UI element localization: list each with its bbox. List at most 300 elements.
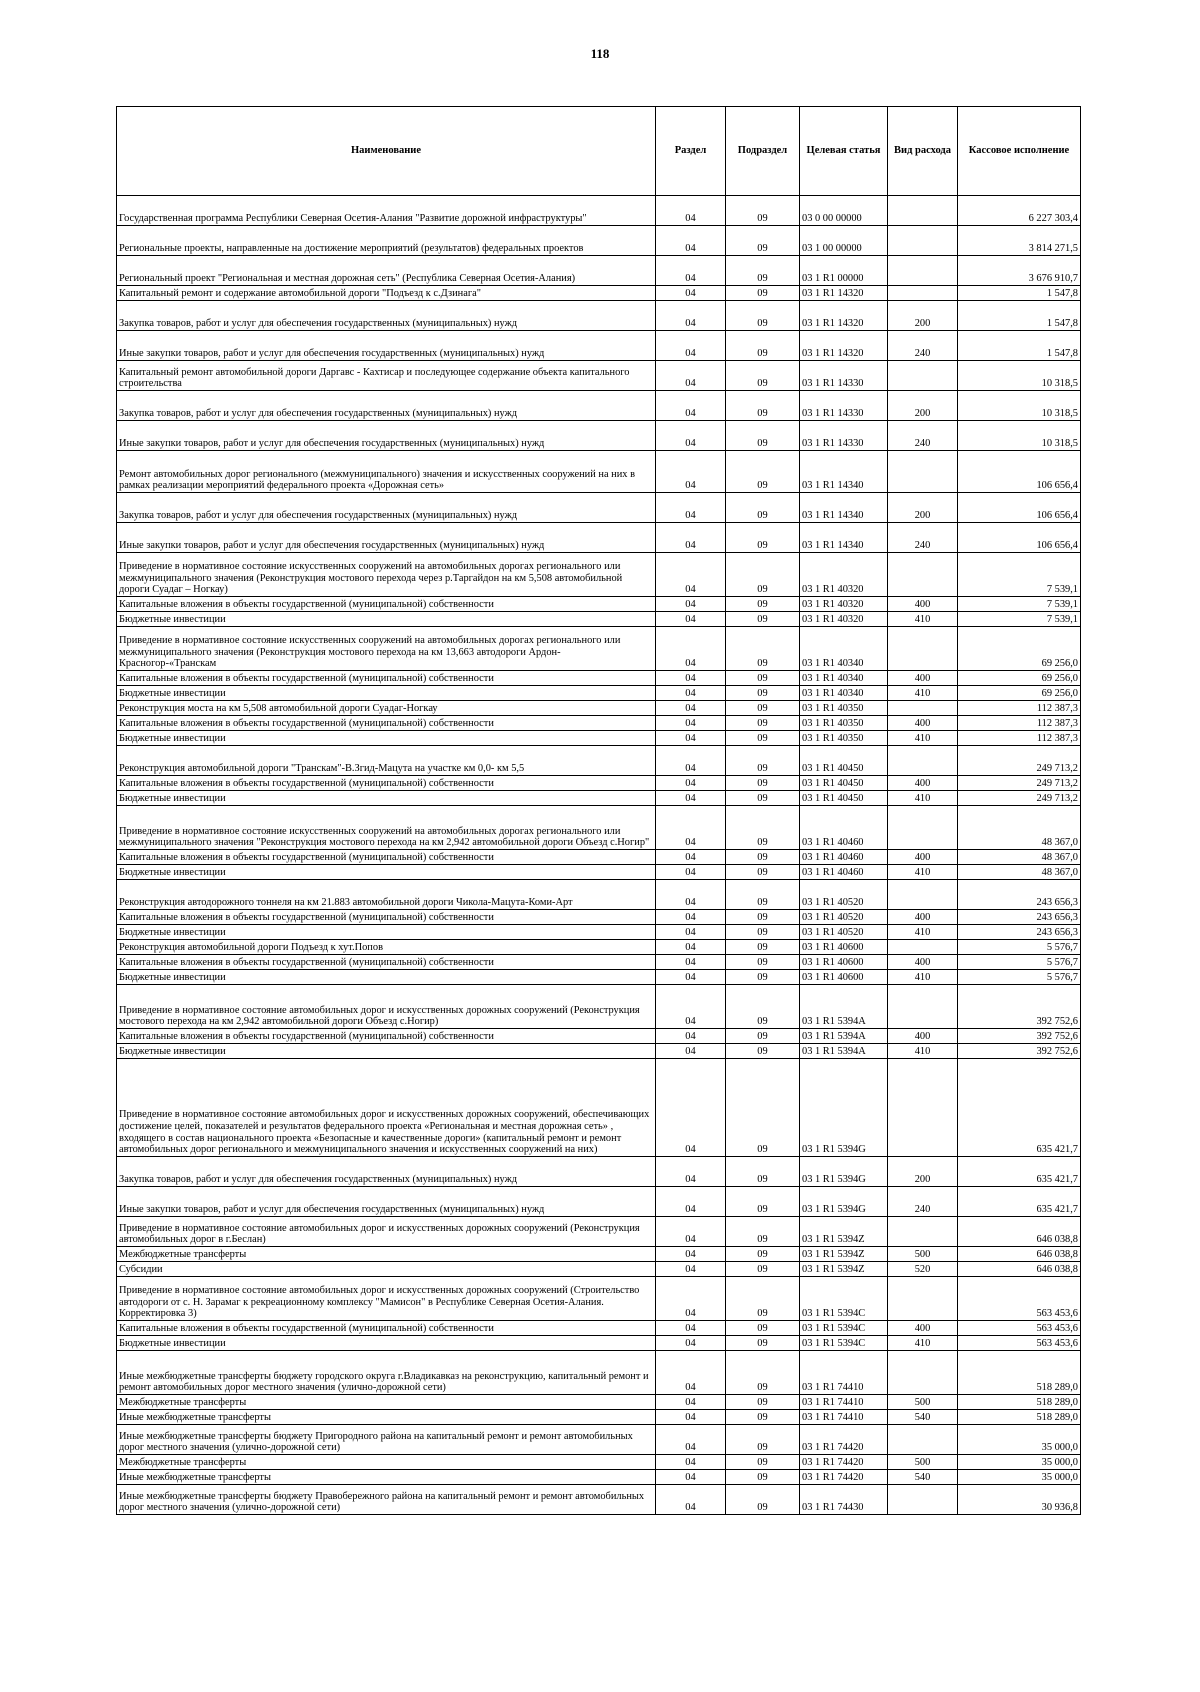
row-amount: 243 656,3 [958,925,1081,940]
row-section: 04 [656,451,726,493]
row-amount: 243 656,3 [958,910,1081,925]
row-kind: 540 [888,1470,958,1485]
row-subsection: 09 [726,331,800,361]
row-amount: 392 752,6 [958,1044,1081,1059]
row-amount: 518 289,0 [958,1351,1081,1395]
row-subsection: 09 [726,451,800,493]
row-name: Капитальные вложения в объекты государственной (муниципальной) собственности [117,716,656,731]
row-target: 03 1 R1 40600 [800,940,888,955]
table-row [117,1059,1081,1157]
table-row [117,940,1081,955]
row-subsection: 09 [726,701,800,716]
row-target: 03 1 R1 40350 [800,701,888,716]
row-kind [888,451,958,493]
row-target: 03 1 R1 74420 [800,1455,888,1470]
row-kind: 520 [888,1262,958,1277]
row-target: 03 1 R1 40350 [800,731,888,746]
row-section: 04 [656,331,726,361]
row-kind: 240 [888,1187,958,1217]
header-subsection: Подраздел [726,107,800,196]
row-kind: 540 [888,1410,958,1425]
row-amount: 106 656,4 [958,523,1081,553]
row-section: 04 [656,701,726,716]
row-amount: 392 752,6 [958,1029,1081,1044]
row-name: Реконструкция моста на км 5,508 автомобильной дороги Суадаг-Ногкау [117,701,656,716]
table-row [117,746,1081,776]
row-kind [888,940,958,955]
row-name: Бюджетные инвестиции [117,865,656,880]
row-name: Бюджетные инвестиции [117,731,656,746]
row-section: 04 [656,493,726,523]
row-subsection: 09 [726,1044,800,1059]
row-subsection: 09 [726,746,800,776]
row-subsection: 09 [726,256,800,286]
row-amount: 7 539,1 [958,612,1081,627]
table-row [117,865,1081,880]
row-name: Межбюджетные трансферты [117,1247,656,1262]
row-amount: 563 453,6 [958,1321,1081,1336]
row-target: 03 1 R1 5394Z [800,1247,888,1262]
row-subsection: 09 [726,196,800,226]
row-section: 04 [656,716,726,731]
row-amount: 10 318,5 [958,421,1081,451]
table-row [117,391,1081,421]
row-subsection: 09 [726,1351,800,1395]
row-kind: 400 [888,1029,958,1044]
row-target: 03 1 R1 40600 [800,970,888,985]
row-name: Бюджетные инвестиции [117,1044,656,1059]
row-amount: 112 387,3 [958,701,1081,716]
table-row [117,1425,1081,1455]
row-target: 03 1 R1 5394G [800,1157,888,1187]
row-name: Бюджетные инвестиции [117,970,656,985]
header-name: Наименование [117,107,656,196]
row-section: 04 [656,925,726,940]
row-kind [888,286,958,301]
row-section: 04 [656,791,726,806]
row-amount: 35 000,0 [958,1455,1081,1470]
row-amount: 1 547,8 [958,286,1081,301]
row-section: 04 [656,910,726,925]
table-row [117,701,1081,716]
row-subsection: 09 [726,940,800,955]
row-subsection: 09 [726,910,800,925]
row-amount: 563 453,6 [958,1277,1081,1321]
row-target: 03 1 R1 14340 [800,523,888,553]
row-kind: 500 [888,1395,958,1410]
table-row [117,301,1081,331]
table-row [117,1029,1081,1044]
row-section: 04 [656,301,726,331]
row-section: 04 [656,970,726,985]
row-target: 03 1 R1 5394C [800,1336,888,1351]
row-subsection: 09 [726,970,800,985]
table-row [117,1470,1081,1485]
row-name: Капитальный ремонт и содержание автомобильной дороги "Подъезд к с.Дзинага" [117,286,656,301]
row-kind [888,256,958,286]
row-kind: 200 [888,1157,958,1187]
row-name: Ремонт автомобильных дорог регионального (межмуниципального) значения и искусственных сооружений на них в рамках реализации мероприятий федерального проекта «Дорожная сеть» [117,451,656,493]
row-kind [888,361,958,391]
header-amount: Кассовое исполнение [958,107,1081,196]
table-row [117,806,1081,850]
row-section: 04 [656,1187,726,1217]
row-subsection: 09 [726,361,800,391]
row-target: 03 1 R1 5394G [800,1059,888,1157]
row-name: Капитальные вложения в объекты государственной (муниципальной) собственности [117,671,656,686]
row-target: 03 1 R1 74410 [800,1395,888,1410]
row-amount: 112 387,3 [958,716,1081,731]
row-section: 04 [656,1059,726,1157]
table-row [117,1277,1081,1321]
row-section: 04 [656,523,726,553]
row-kind: 200 [888,301,958,331]
row-target: 03 1 R1 40600 [800,955,888,970]
row-kind: 400 [888,716,958,731]
row-amount: 249 713,2 [958,776,1081,791]
row-amount: 112 387,3 [958,731,1081,746]
row-kind: 400 [888,1321,958,1336]
row-amount: 249 713,2 [958,746,1081,776]
row-target: 03 1 R1 5394C [800,1321,888,1336]
row-name: Приведение в нормативное состояние автомобильных дорог и искусственных дорожных сооружений (Реконструкция автомобильных дорог в г.Беслан) [117,1217,656,1247]
row-target: 03 1 R1 5394Z [800,1217,888,1247]
table-row [117,1321,1081,1336]
row-name: Капитальные вложения в объекты государственной (муниципальной) собственности [117,597,656,612]
table-row [117,1336,1081,1351]
row-name: Иные межбюджетные трансферты бюджету Пригородного района на капитальный ремонт и ремонт автомобильных дорог местного значения (улично-дорожной сети) [117,1425,656,1455]
row-section: 04 [656,865,726,880]
row-target: 03 1 R1 40460 [800,850,888,865]
row-target: 03 1 R1 40340 [800,627,888,671]
row-target: 03 1 R1 74410 [800,1351,888,1395]
row-section: 04 [656,1485,726,1515]
table-row [117,612,1081,627]
row-subsection: 09 [726,985,800,1029]
row-target: 03 1 R1 74410 [800,1410,888,1425]
row-kind: 410 [888,970,958,985]
table-row [117,523,1081,553]
row-amount: 48 367,0 [958,865,1081,880]
table-row [117,1262,1081,1277]
row-name: Иные закупки товаров, работ и услуг для обеспечения государственных (муниципальных) нужд [117,1187,656,1217]
row-amount: 48 367,0 [958,850,1081,865]
row-amount: 3 676 910,7 [958,256,1081,286]
row-subsection: 09 [726,1059,800,1157]
row-subsection: 09 [726,1485,800,1515]
row-name: Иные закупки товаров, работ и услуг для обеспечения государственных (муниципальных) нужд [117,421,656,451]
row-target: 03 1 R1 40520 [800,925,888,940]
table-row [117,196,1081,226]
row-target: 03 1 R1 14340 [800,451,888,493]
table-row [117,1395,1081,1410]
row-section: 04 [656,1277,726,1321]
table-header-row [117,107,1081,196]
row-kind: 410 [888,925,958,940]
row-amount: 635 421,7 [958,1187,1081,1217]
table-row [117,1351,1081,1395]
table-row [117,1157,1081,1187]
row-target: 03 1 R1 40320 [800,612,888,627]
table-row [117,1247,1081,1262]
row-name: Капитальные вложения в объекты государственной (муниципальной) собственности [117,1029,656,1044]
row-amount: 7 539,1 [958,597,1081,612]
table-row [117,1410,1081,1425]
row-amount: 563 453,6 [958,1336,1081,1351]
table-row [117,1044,1081,1059]
row-subsection: 09 [726,731,800,746]
row-kind [888,880,958,910]
row-section: 04 [656,985,726,1029]
row-section: 04 [656,1395,726,1410]
row-target: 03 1 R1 14320 [800,331,888,361]
row-target: 03 1 R1 14320 [800,286,888,301]
row-amount: 6 227 303,4 [958,196,1081,226]
row-section: 04 [656,1157,726,1187]
row-amount: 518 289,0 [958,1410,1081,1425]
row-kind [888,196,958,226]
row-name: Иные межбюджетные трансферты [117,1470,656,1485]
row-name: Государственная программа Республики Северная Осетия-Алания "Развитие дорожной инфраструктуры" [117,196,656,226]
table-row [117,627,1081,671]
row-target: 03 1 R1 14330 [800,361,888,391]
row-kind: 400 [888,671,958,686]
row-subsection: 09 [726,1425,800,1455]
row-section: 04 [656,671,726,686]
row-name: Бюджетные инвестиции [117,925,656,940]
row-name: Бюджетные инвестиции [117,686,656,701]
row-amount: 1 547,8 [958,331,1081,361]
row-kind [888,701,958,716]
row-section: 04 [656,1410,726,1425]
table-row [117,731,1081,746]
row-name: Капитальные вложения в объекты государственной (муниципальной) собственности [117,955,656,970]
row-section: 04 [656,746,726,776]
row-kind: 410 [888,686,958,701]
row-amount: 3 814 271,5 [958,226,1081,256]
table-row [117,493,1081,523]
row-name: Иные межбюджетные трансферты [117,1410,656,1425]
row-subsection: 09 [726,1455,800,1470]
table-row [117,1485,1081,1515]
row-section: 04 [656,940,726,955]
row-amount: 646 038,8 [958,1217,1081,1247]
row-amount: 69 256,0 [958,627,1081,671]
row-target: 03 1 R1 40450 [800,791,888,806]
row-target: 03 1 R1 40460 [800,806,888,850]
table-row [117,361,1081,391]
row-subsection: 09 [726,1187,800,1217]
table-row [117,955,1081,970]
table-body [117,196,1081,1515]
row-target: 03 1 R1 14330 [800,421,888,451]
budget-table [116,106,1081,1515]
row-name: Приведение в нормативное состояние искусственных сооружений на автомобильных дорогах регионального или межмуниципального значения "Реконструкция мостового перехода на км 2,942 автомобильной дороги Объезд с.Ногир" [117,806,656,850]
row-target: 03 1 R1 40350 [800,716,888,731]
row-kind: 400 [888,776,958,791]
header-target: Целевая статья [800,107,888,196]
row-amount: 69 256,0 [958,671,1081,686]
row-name: Региональный проект "Региональная и местная дорожная сеть" (Республика Северная Осетия-Алания) [117,256,656,286]
row-subsection: 09 [726,597,800,612]
row-amount: 243 656,3 [958,880,1081,910]
row-subsection: 09 [726,1029,800,1044]
row-amount: 7 539,1 [958,553,1081,597]
row-target: 03 1 R1 14320 [800,301,888,331]
header-section: Раздел [656,107,726,196]
row-kind [888,746,958,776]
table-row [117,880,1081,910]
row-amount: 1 547,8 [958,301,1081,331]
row-subsection: 09 [726,955,800,970]
row-target: 03 1 R1 40340 [800,671,888,686]
row-subsection: 09 [726,850,800,865]
row-target: 03 1 R1 74420 [800,1470,888,1485]
row-name: Межбюджетные трансферты [117,1455,656,1470]
row-kind [888,553,958,597]
row-subsection: 09 [726,391,800,421]
table-row [117,791,1081,806]
row-section: 04 [656,1217,726,1247]
table-row [117,985,1081,1029]
row-subsection: 09 [726,1262,800,1277]
row-kind [888,1277,958,1321]
row-amount: 646 038,8 [958,1247,1081,1262]
row-kind [888,226,958,256]
row-section: 04 [656,955,726,970]
table-row [117,671,1081,686]
row-section: 04 [656,1425,726,1455]
row-section: 04 [656,196,726,226]
row-target: 03 1 R1 00000 [800,256,888,286]
row-section: 04 [656,1336,726,1351]
row-kind [888,1059,958,1157]
row-section: 04 [656,880,726,910]
row-amount: 106 656,4 [958,493,1081,523]
row-section: 04 [656,1470,726,1485]
table-row [117,970,1081,985]
row-amount: 518 289,0 [958,1395,1081,1410]
row-name: Капитальные вложения в объекты государственной (муниципальной) собственности [117,1321,656,1336]
table-row [117,1187,1081,1217]
row-amount: 5 576,7 [958,955,1081,970]
row-section: 04 [656,391,726,421]
row-name: Бюджетные инвестиции [117,791,656,806]
row-amount: 35 000,0 [958,1470,1081,1485]
table-row [117,451,1081,493]
row-kind: 200 [888,493,958,523]
row-name: Иные закупки товаров, работ и услуг для обеспечения государственных (муниципальных) нужд [117,331,656,361]
row-section: 04 [656,256,726,286]
row-section: 04 [656,806,726,850]
row-amount: 646 038,8 [958,1262,1081,1277]
row-section: 04 [656,286,726,301]
row-section: 04 [656,686,726,701]
row-subsection: 09 [726,686,800,701]
row-subsection: 09 [726,791,800,806]
row-section: 04 [656,226,726,256]
row-subsection: 09 [726,286,800,301]
row-subsection: 09 [726,1157,800,1187]
row-kind [888,985,958,1029]
row-subsection: 09 [726,301,800,331]
row-name: Закупка товаров, работ и услуг для обеспечения государственных (муниципальных) нужд [117,301,656,331]
row-section: 04 [656,553,726,597]
row-kind: 400 [888,955,958,970]
row-kind: 240 [888,331,958,361]
row-kind: 500 [888,1247,958,1262]
row-kind: 410 [888,791,958,806]
row-section: 04 [656,731,726,746]
row-kind: 410 [888,612,958,627]
row-section: 04 [656,361,726,391]
row-subsection: 09 [726,1217,800,1247]
row-target: 03 1 R1 74430 [800,1485,888,1515]
row-subsection: 09 [726,421,800,451]
row-target: 03 1 00 00000 [800,226,888,256]
table-row [117,686,1081,701]
page-number: 118 [590,46,610,61]
row-target: 03 1 R1 14340 [800,493,888,523]
row-name: Иные межбюджетные трансферты бюджету Правобережного района на капитальный ремонт и ремонт автомобильных дорог местного значения (улично-дорожной сети) [117,1485,656,1515]
row-section: 04 [656,1044,726,1059]
row-section: 04 [656,850,726,865]
row-subsection: 09 [726,671,800,686]
row-amount: 30 936,8 [958,1485,1081,1515]
table-row [117,421,1081,451]
row-subsection: 09 [726,612,800,627]
row-section: 04 [656,1455,726,1470]
row-name: Реконструкция автодорожного тоннеля на км 21.883 автомобильной дороги Чикола-Мацута-Коми-Арт [117,880,656,910]
row-amount: 392 752,6 [958,985,1081,1029]
row-name: Бюджетные инвестиции [117,1336,656,1351]
row-target: 03 1 R1 5394G [800,1187,888,1217]
row-subsection: 09 [726,1247,800,1262]
row-subsection: 09 [726,553,800,597]
row-section: 04 [656,776,726,791]
row-amount: 48 367,0 [958,806,1081,850]
row-name: Реконструкция автомобильной дороги "Транскам"-В.Згид-Мацута на участке км 0,0- км 5,5 [117,746,656,776]
row-kind [888,1217,958,1247]
row-name: Иные закупки товаров, работ и услуг для обеспечения государственных (муниципальных) нужд [117,523,656,553]
row-subsection: 09 [726,1395,800,1410]
row-amount: 5 576,7 [958,970,1081,985]
row-name: Капитальные вложения в объекты государственной (муниципальной) собственности [117,776,656,791]
row-name: Иные межбюджетные трансферты бюджету городского округа г.Владикавказ на реконструкцию, капитальный ремонт и ремонт автомобильных дорог местного значения (улично-дорожной сети) [117,1351,656,1395]
row-kind: 400 [888,850,958,865]
row-subsection: 09 [726,1277,800,1321]
row-target: 03 1 R1 40520 [800,910,888,925]
row-section: 04 [656,1321,726,1336]
row-name: Приведение в нормативное состояние искусственных сооружений на автомобильных дорогах регионального или межмуниципального значения (Реконструкция мостового перехода через р.Таргайдон на км 5,508 автомобильной дороги Суадаг – Ногкау) [117,553,656,597]
row-amount: 5 576,7 [958,940,1081,955]
row-section: 04 [656,612,726,627]
row-name: Закупка товаров, работ и услуг для обеспечения государственных (муниципальных) нужд [117,493,656,523]
row-target: 03 1 R1 5394C [800,1277,888,1321]
row-kind [888,806,958,850]
row-name: Региональные проекты, направленные на достижение мероприятий (результатов) федеральных проектов [117,226,656,256]
row-subsection: 09 [726,493,800,523]
table-row [117,553,1081,597]
table-row [117,776,1081,791]
row-amount: 10 318,5 [958,391,1081,421]
row-subsection: 09 [726,1470,800,1485]
row-name: Закупка товаров, работ и услуг для обеспечения государственных (муниципальных) нужд [117,1157,656,1187]
row-name: Приведение в нормативное состояние автомобильных дорог и искусственных дорожных сооружений (Строительство автодороги от с. Н. Зарамаг к рекреационному комплексу "Мамисон" в Республике Северная Осетия-Алания. Корректировка 3) [117,1277,656,1321]
table-row [117,850,1081,865]
row-kind: 410 [888,1044,958,1059]
row-subsection: 09 [726,716,800,731]
